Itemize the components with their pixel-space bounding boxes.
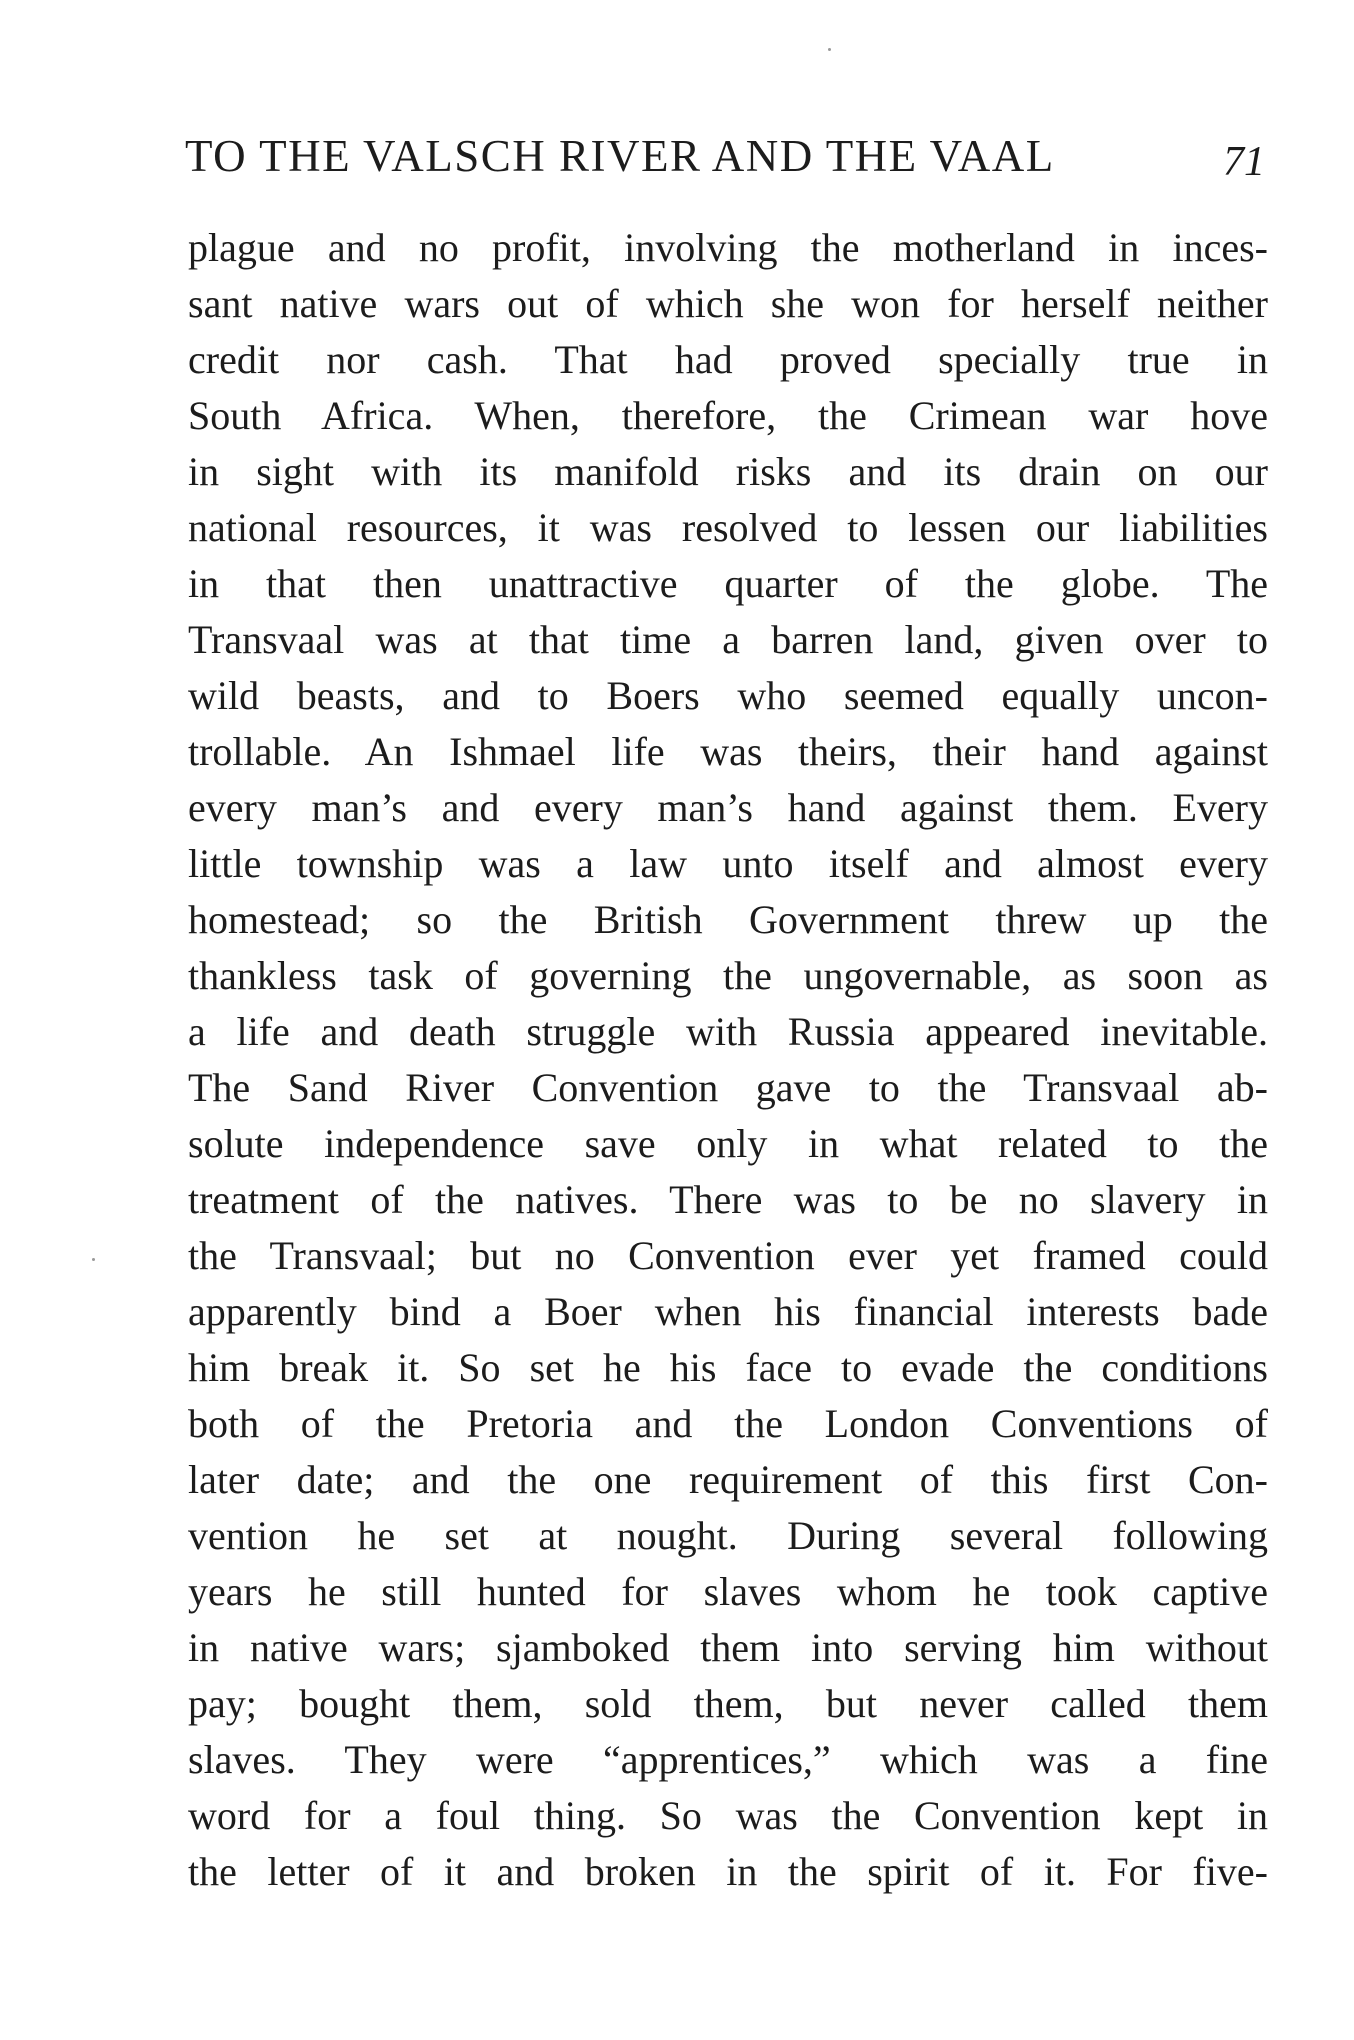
text-line: slaves. They were “apprentices,” which was a fine [188, 1737, 1268, 1782]
text-line: thankless task of governing the ungovernable, as soon as [188, 953, 1268, 998]
text-line: pay; bought them, sold them, but never called them [188, 1681, 1268, 1726]
text-line: South Africa. When, therefore, the Crimean war hove [188, 393, 1268, 438]
text-line: later date; and the one requirement of this first Con- [188, 1457, 1268, 1502]
text-line: The Sand River Convention gave to the Transvaal ab- [188, 1065, 1268, 1110]
text-line: plague and no profit, involving the motherland in inces- [188, 225, 1268, 270]
text-line: credit nor cash. That had proved specially true in [188, 337, 1268, 382]
text-line: in that then unattractive quarter of the globe. The [188, 561, 1268, 606]
text-line: solute independence save only in what related to the [188, 1121, 1268, 1166]
text-line: wild beasts, and to Boers who seemed equally uncon- [188, 673, 1268, 718]
text-line: homestead; so the British Government threw up the [188, 897, 1268, 942]
text-line: both of the Pretoria and the London Conventions of [188, 1401, 1268, 1446]
text-line: him break it. So set he his face to evade the conditions [188, 1345, 1268, 1390]
text-line: every man’s and every man’s hand against them. Every [188, 785, 1268, 830]
text-line: little township was a law unto itself and almost every [188, 841, 1268, 886]
text-line: national resources, it was resolved to lessen our liabilities [188, 505, 1268, 550]
text-line: treatment of the natives. There was to be no slavery in [188, 1177, 1268, 1222]
text-line: in sight with its manifold risks and its drain on our [188, 449, 1268, 494]
page-number: 71 [1223, 139, 1265, 185]
text-line: word for a foul thing. So was the Convention kept in [188, 1793, 1268, 1838]
text-line: years he still hunted for slaves whom he took captive [188, 1569, 1268, 1614]
paper-speck [92, 1258, 95, 1261]
text-line: a life and death struggle with Russia appeared inevitable. [188, 1009, 1268, 1054]
paper-speck [828, 48, 831, 51]
text-line: the letter of it and broken in the spirit of it. For five- [188, 1849, 1268, 1894]
text-line: the Transvaal; but no Convention ever yet framed could [188, 1233, 1268, 1278]
body-text [188, 220, 1268, 1900]
text-line: sant native wars out of which she won for herself neither [188, 281, 1268, 326]
text-line: trollable. An Ishmael life was theirs, their hand against [188, 729, 1268, 774]
running-title: TO THE VALSCH RIVER AND THE VAAL [185, 131, 1055, 181]
text-line: in native wars; sjamboked them into serving him without [188, 1625, 1268, 1670]
text-line: apparently bind a Boer when his financial interests bade [188, 1289, 1268, 1334]
running-head [185, 126, 1265, 186]
text-line: vention he set at nought. During several following [188, 1513, 1268, 1558]
text-line: Transvaal was at that time a barren land, given over to [188, 617, 1268, 662]
